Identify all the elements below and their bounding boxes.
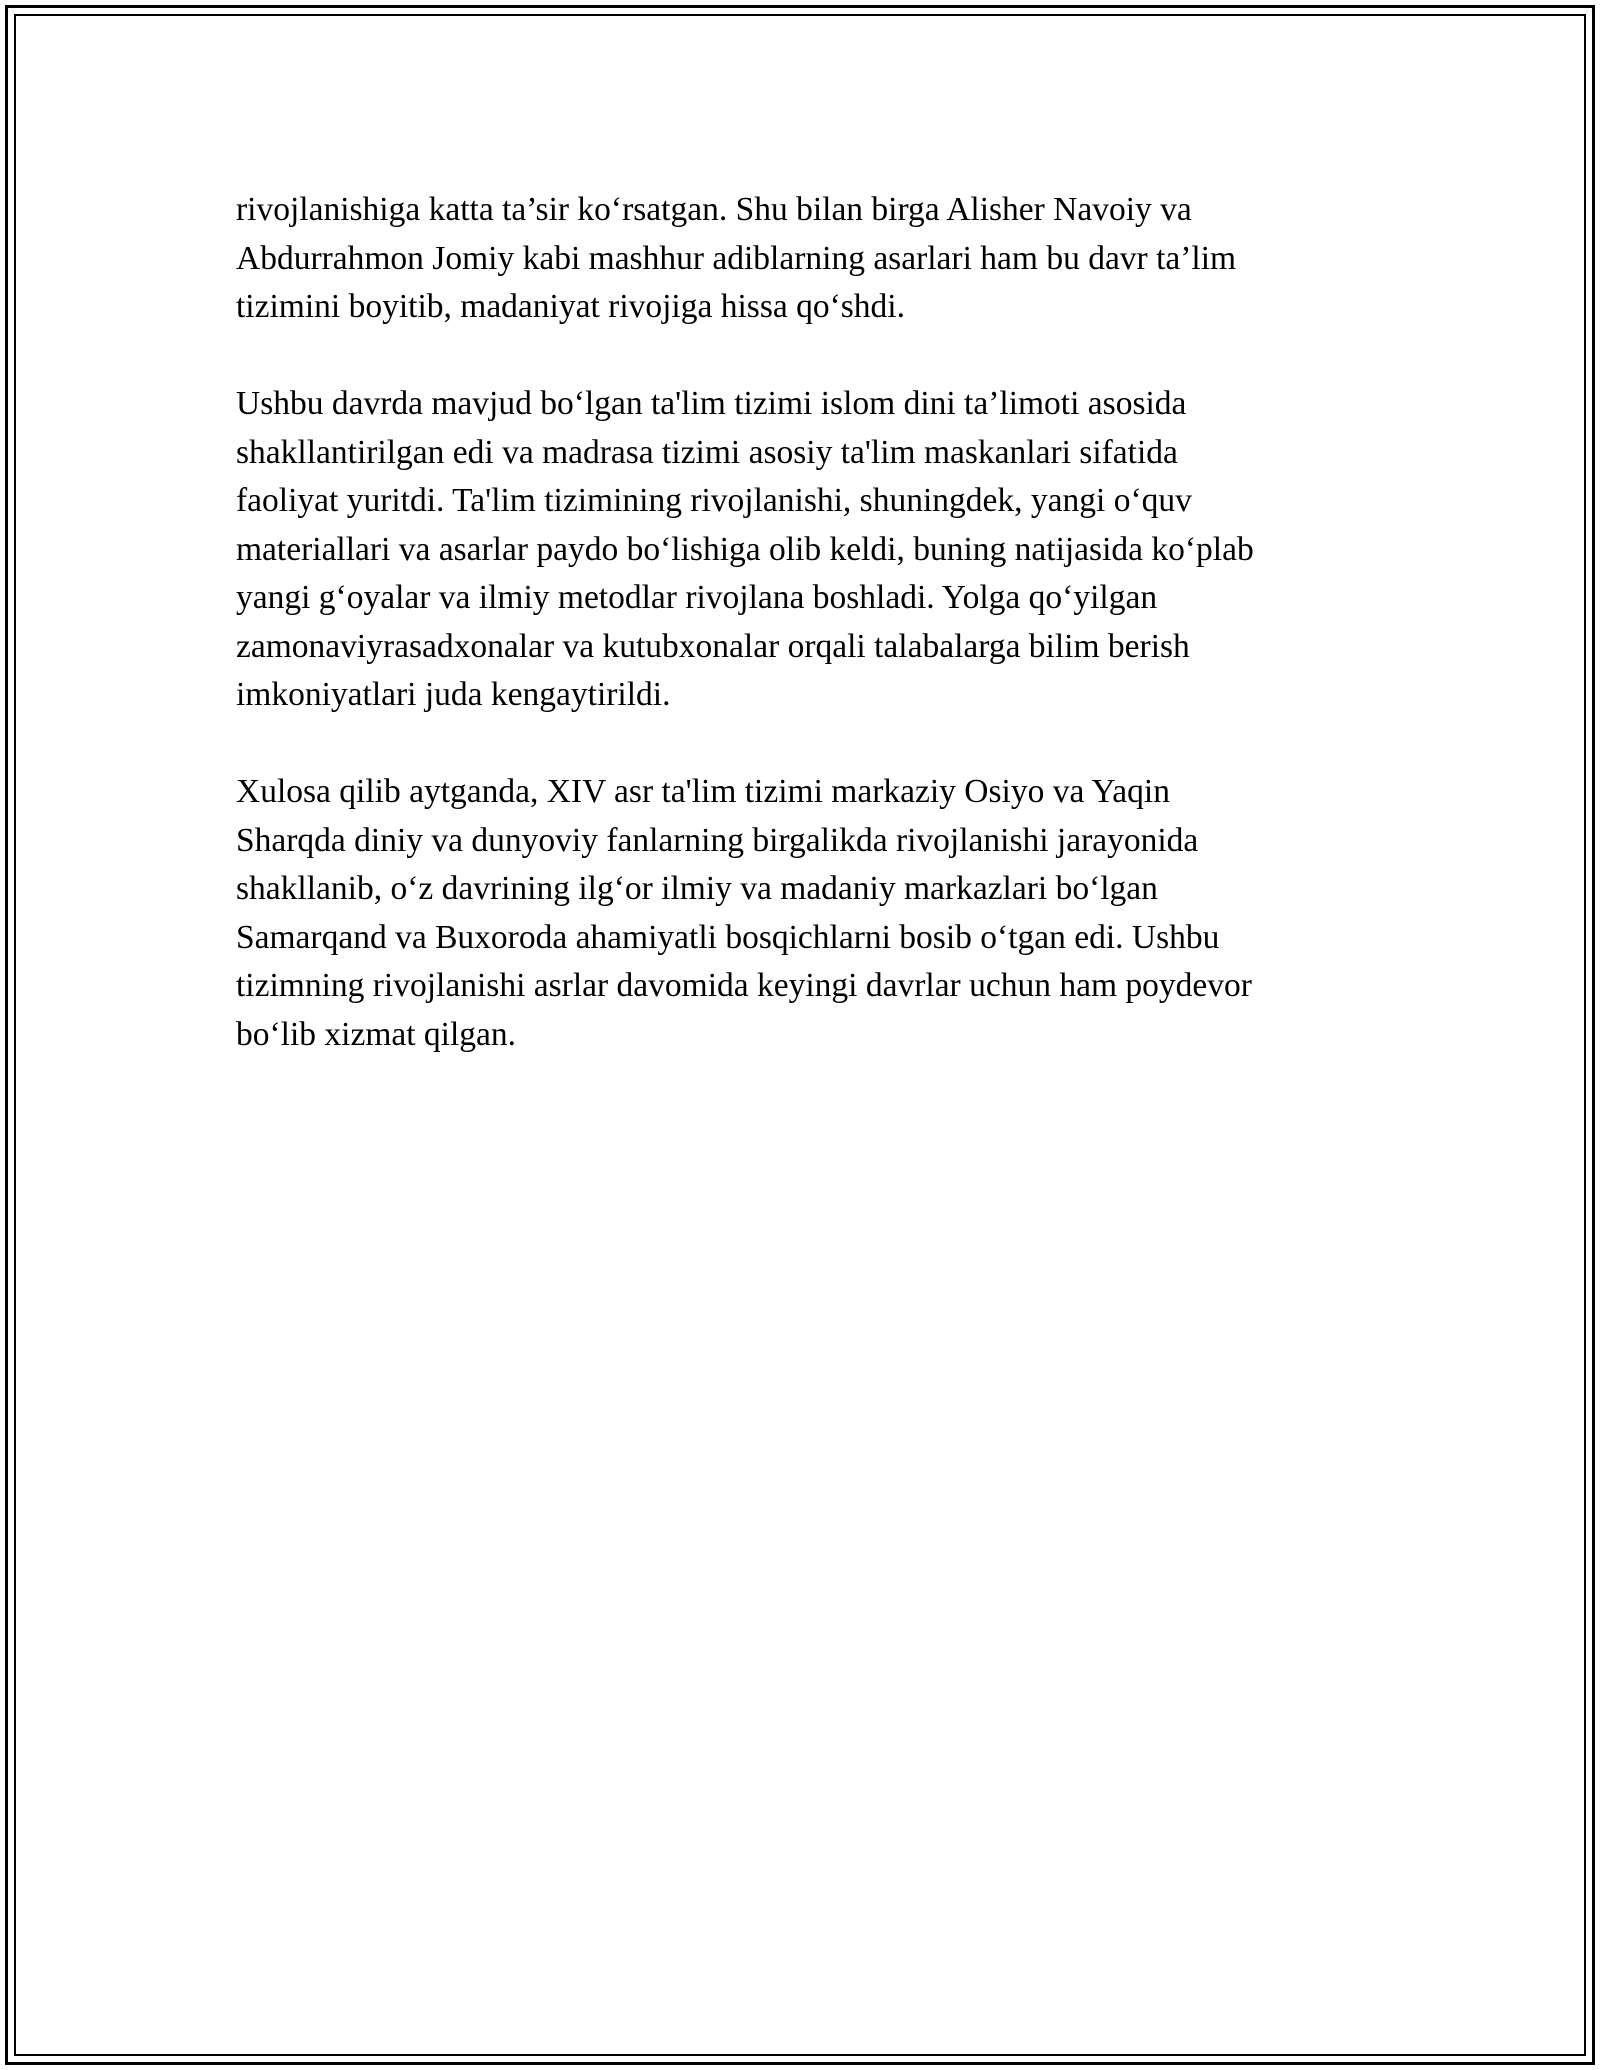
text-line: Ushbu davrda mavjud bo‘lgan ta'lim tizimi islom dini ta’limoti asosida xyxy=(236,385,1187,422)
text-line: bo‘lib xizmat qilgan. xyxy=(236,1015,517,1053)
text-line: Samarqand va Buxoroda ahamiyatli bosqichlarni bosib o‘tgan edi. Ushbu xyxy=(236,918,1220,956)
text-line: faoliyat yuritdi. Ta'lim tizimining rivojlanishi, shuningdek, yangi o‘quv xyxy=(236,482,1192,519)
paragraph-1 xyxy=(236,186,1366,332)
text-line: zamonaviyrasadxonalar va kutubxonalar orqali talabalarga bilim berish xyxy=(236,627,1190,665)
text-line: tizimini boyitib, madaniyat rivojiga hissa qo‘shdi. xyxy=(236,288,905,325)
text-line: imkoniyatlari juda kengaytirildi. xyxy=(236,676,671,713)
text-line: shakllanib, o‘z davrining ilg‘or ilmiy va madaniy markazlari bo‘lgan xyxy=(236,870,1158,907)
text-line: Sharqda diniy va dunyoviy fanlarning birgalikda rivojlanishi jarayonida xyxy=(236,821,1199,859)
text-line: Xulosa qilib aytganda, XIV asr ta'lim tizimi markaziy Osiyo va Yaqin xyxy=(236,773,1170,810)
paragraph-2 xyxy=(236,380,1366,720)
text-line: materiallari va asarlar paydo bo‘lishiga olib keldi, buning natijasida ko‘plab xyxy=(236,530,1254,568)
paragraph-3 xyxy=(236,768,1366,1059)
text-line: tizimning rivojlanishi asrlar davomida keyingi davrlar uchun ham poydevor xyxy=(236,967,1252,1004)
text-line: shakllantirilgan edi va madrasa tizimi asosiy ta'lim maskanlari sifatida xyxy=(236,433,1178,471)
text-line: rivojlanishiga katta ta’sir ko‘rsatgan. Shu bilan birga Alisher Navoiy va xyxy=(236,191,1192,228)
document-body xyxy=(236,186,1366,1108)
text-line: Abdurrahmon Jomiy kabi mashhur adiblarning asarlari ham bu davr ta’lim xyxy=(236,239,1237,277)
text-line: yangi g‘oyalar va ilmiy metodlar rivojlana boshladi. Yolga qo‘yilgan xyxy=(236,579,1158,616)
